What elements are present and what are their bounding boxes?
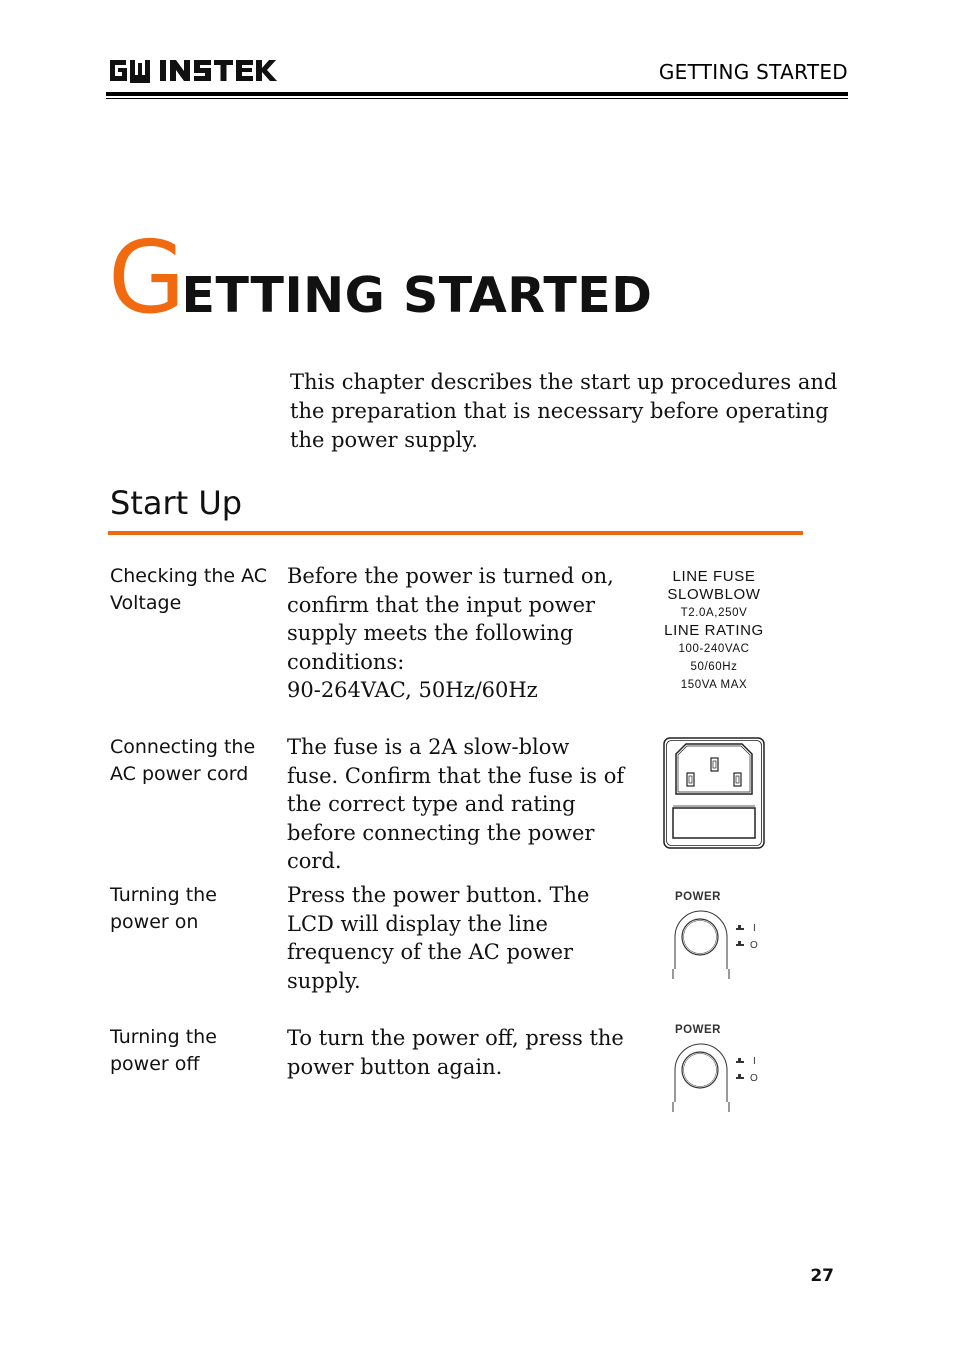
ac-inlet-socket-icon <box>662 736 766 850</box>
off-symbol: O <box>750 1073 758 1084</box>
power-switch-on-figure <box>671 891 771 986</box>
fuse-label-line: 100-240VAC <box>678 643 750 655</box>
fuse-label-line: 150VA MAX <box>680 679 748 691</box>
chapter-title <box>108 219 653 336</box>
page-number: 27 <box>810 1266 834 1286</box>
power-button-icon <box>671 1040 771 1120</box>
gw-instek-logo <box>108 56 280 84</box>
row-text-connecting-power-cord: The fuse is a 2A slow-blow fuse. Confirm that the fuse is of the correct type and rating before connecting the power cord. <box>287 735 625 873</box>
row-label-turning-power-on: Turning the power on <box>110 884 217 933</box>
row-text-line: Before the power is turned on, <box>287 564 614 588</box>
row-label-turning-power-off: Turning the power off <box>110 1026 217 1075</box>
row-text-line: conditions: <box>287 649 405 674</box>
gw-instek-logo-graphic <box>108 56 280 84</box>
header-title: GETTING STARTED <box>658 60 848 84</box>
on-symbol: I <box>753 1056 756 1067</box>
power-label: POWER <box>675 1024 721 1036</box>
power-switch-off-figure <box>671 1024 771 1119</box>
row-text-turning-power-off: To turn the power off, press the power button again. <box>287 1026 624 1079</box>
fuse-label-line: 50/60Hz <box>690 661 738 673</box>
row-label-checking-ac-voltage: Checking the AC Voltage <box>110 565 268 614</box>
header-rule-thin <box>106 98 848 99</box>
row-text-checking-ac-voltage <box>287 562 647 705</box>
row-text-line: supply meets the following <box>287 621 574 645</box>
power-button-icon <box>671 907 771 987</box>
chapter-title-rest: ETTING STARTED <box>181 267 653 324</box>
fuse-rating-label <box>640 568 788 694</box>
header-rule <box>106 92 848 96</box>
off-symbol: O <box>750 940 758 951</box>
fuse-label-line: SLOWBLOW <box>667 586 761 603</box>
section-rule <box>108 531 803 535</box>
fuse-label-line: LINE RATING <box>664 622 764 639</box>
fuse-label-line: T2.0A,250V <box>680 607 748 619</box>
power-label: POWER <box>675 891 721 903</box>
row-label-connecting-power-cord: Connecting the AC power cord <box>110 736 256 785</box>
chapter-intro: This chapter describes the start up procedures and the preparation that is necessary before operating the power supply. <box>290 370 838 452</box>
fuse-label-line: LINE FUSE <box>672 568 756 585</box>
row-text-turning-power-on: Press the power button. The LCD will display the line frequency of the AC power supply. <box>287 883 590 993</box>
section-title: Start Up <box>110 484 243 522</box>
row-text-line: 90-264VAC, 50Hz/60Hz <box>287 678 538 702</box>
chapter-title-initial: G <box>108 219 182 336</box>
on-symbol: I <box>753 923 756 934</box>
row-text-line: confirm that the input power <box>287 592 596 617</box>
